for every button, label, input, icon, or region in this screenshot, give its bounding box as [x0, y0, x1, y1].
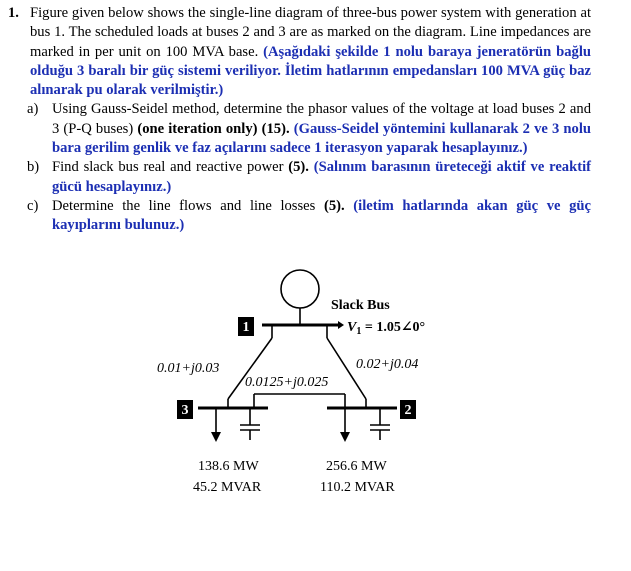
bus2-load-arrow [340, 432, 350, 442]
part-c-label: c) [27, 197, 39, 214]
part-a-bold: (one iteration only) (15). [137, 120, 290, 137]
part-b-label: b) [27, 159, 40, 176]
slack-pointer-arrow [338, 321, 344, 329]
slack-voltage [347, 320, 425, 337]
question-number: 1. [8, 5, 19, 21]
impedance-1-2: 0.02+j0.04 [356, 357, 419, 372]
load3-mvar: 45.2 MVAR [193, 480, 262, 495]
part-c-bold: (5). [323, 197, 345, 214]
part-b-text: Find slack bus real and reactive power [52, 159, 284, 176]
slack-voltage-subscript: 1 [356, 326, 362, 337]
part-c-text: Determine the line flows and line losses [52, 197, 316, 214]
bus2-label: 2 [404, 403, 412, 418]
part-a-turkish: (Gauss-Seidel yöntemini kullanarak 2 ve 3 nolu bara gerilim genlik ve faz açılarını sadece 1 iterasyon yaparak hesaplayınız.) [52, 120, 592, 157]
impedance-1-3: 0.01+j0.03 [157, 361, 220, 376]
bus3-load-arrow [211, 432, 221, 442]
load3-mw: 138.6 MW [198, 459, 259, 474]
slack-bus-label: Slack Bus [331, 298, 390, 313]
part-b-turkish: (Salınım barasının üreteceği aktif ve reaktif gücü hesaplayınız.) [52, 159, 591, 195]
part-a-text: Using Gauss-Seidel method, determine the phasor values of the voltage at load buses 2 and 3 (P-Q buses) [52, 101, 591, 137]
intro-text: Figure given below shows the single-line diagram of three-bus power system with generation at bus 1. The scheduled loads at buses 2 and 3 are as marked on the diagram. Line impedances are marked in per unit on 100 MVA base. [30, 5, 591, 60]
intro-text-turkish: (Aşağıdaki şekilde 1 nolu baraya jeneratörün bağlu olduğu 3 baralı bir güç sistemi veriliyor. İletim hatlarının empedansları 100 MVA güç baz alınarak pu olarak verilmiştir.) [30, 43, 592, 99]
part-a-label: a) [27, 101, 39, 118]
part-c-turkish: (iletim hatlarında akan güç ve güç kayıplarını bulunuz.) [52, 197, 592, 234]
bus3-label: 3 [181, 403, 189, 418]
impedance-2-3: 0.0125+j0.025 [245, 375, 329, 390]
part-b-bold: (5). [288, 159, 309, 176]
load2-mw: 256.6 MW [326, 459, 387, 474]
generator-symbol [281, 270, 319, 308]
load2-mvar: 110.2 MVAR [320, 480, 395, 495]
bus1-label: 1 [242, 320, 250, 335]
slack-voltage-value: = 1.05∠0° [361, 320, 426, 335]
slack-voltage-symbol: V [347, 320, 357, 335]
